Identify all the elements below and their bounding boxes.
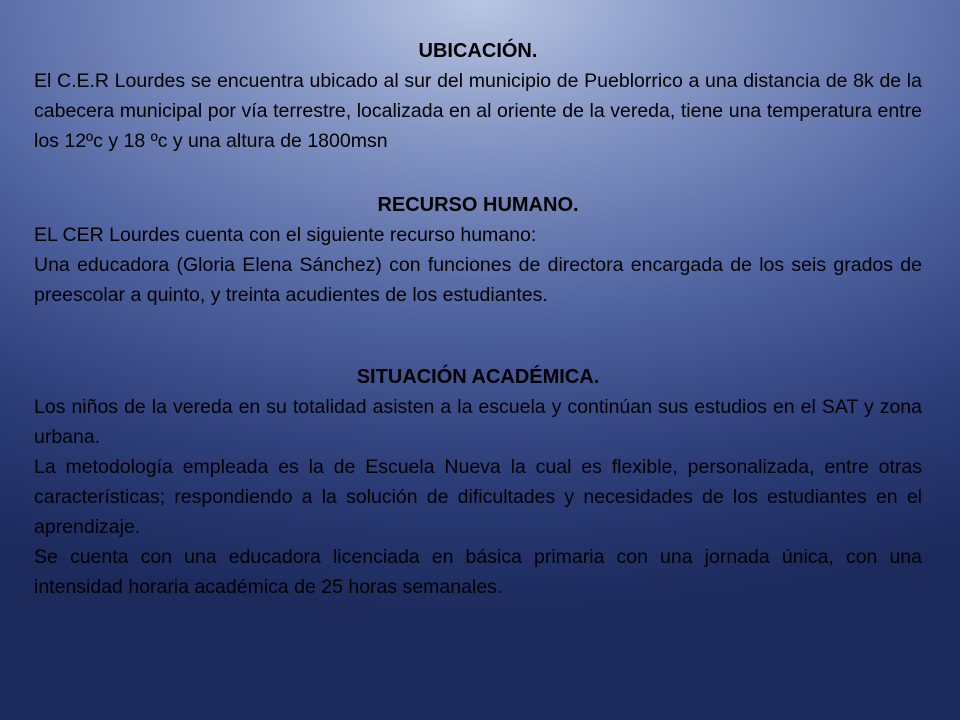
recurso-humano-paragraph: Una educadora (Gloria Elena Sánchez) con funciones de directora encargada de los seis grados de preescolar a quinto, y treinta acudientes de los estudiantes.: [34, 254, 922, 306]
situacion-paragraph-metodologia: La metodología empleada es la de Escuela Nueva la cual es flexible, personalizada, entre otras características; respondiendo a la solución de dificultades y necesidades de los estudiantes en el aprendizaje.: [34, 456, 922, 538]
slide-content: [34, 36, 922, 602]
heading-situacion-academica: SITUACIÓN ACADÉMICA.: [356, 366, 600, 388]
situacion-paragraph-educadora: Se cuenta con una educadora licenciada en básica primaria con una jornada única, con una intensidad horaria académica de 25 horas semanales.: [34, 546, 922, 598]
section-recurso-humano: [34, 190, 922, 310]
section-ubicacion: [34, 36, 922, 156]
heading-ubicacion: UBICACIÓN.: [418, 40, 538, 62]
section-situacion-academica: [34, 362, 922, 602]
ubicacion-paragraph: El C.E.R Lourdes se encuentra ubicado al sur del municipio de Pueblorrico a una distancia de 8k de la cabecera municipal por vía terrestre, localizada en al oriente de la vereda, tiene una temperatura entre los 12ºc y 18 ºc y una altura de 1800msn: [34, 70, 922, 152]
situacion-paragraph-asistencia: Los niños de la vereda en su totalidad asisten a la escuela y continúan sus estudios en el SAT y zona urbana.: [34, 396, 922, 448]
heading-recurso-humano: RECURSO HUMANO.: [377, 194, 579, 216]
recurso-humano-intro: EL CER Lourdes cuenta con el siguiente recurso humano:: [34, 224, 537, 246]
